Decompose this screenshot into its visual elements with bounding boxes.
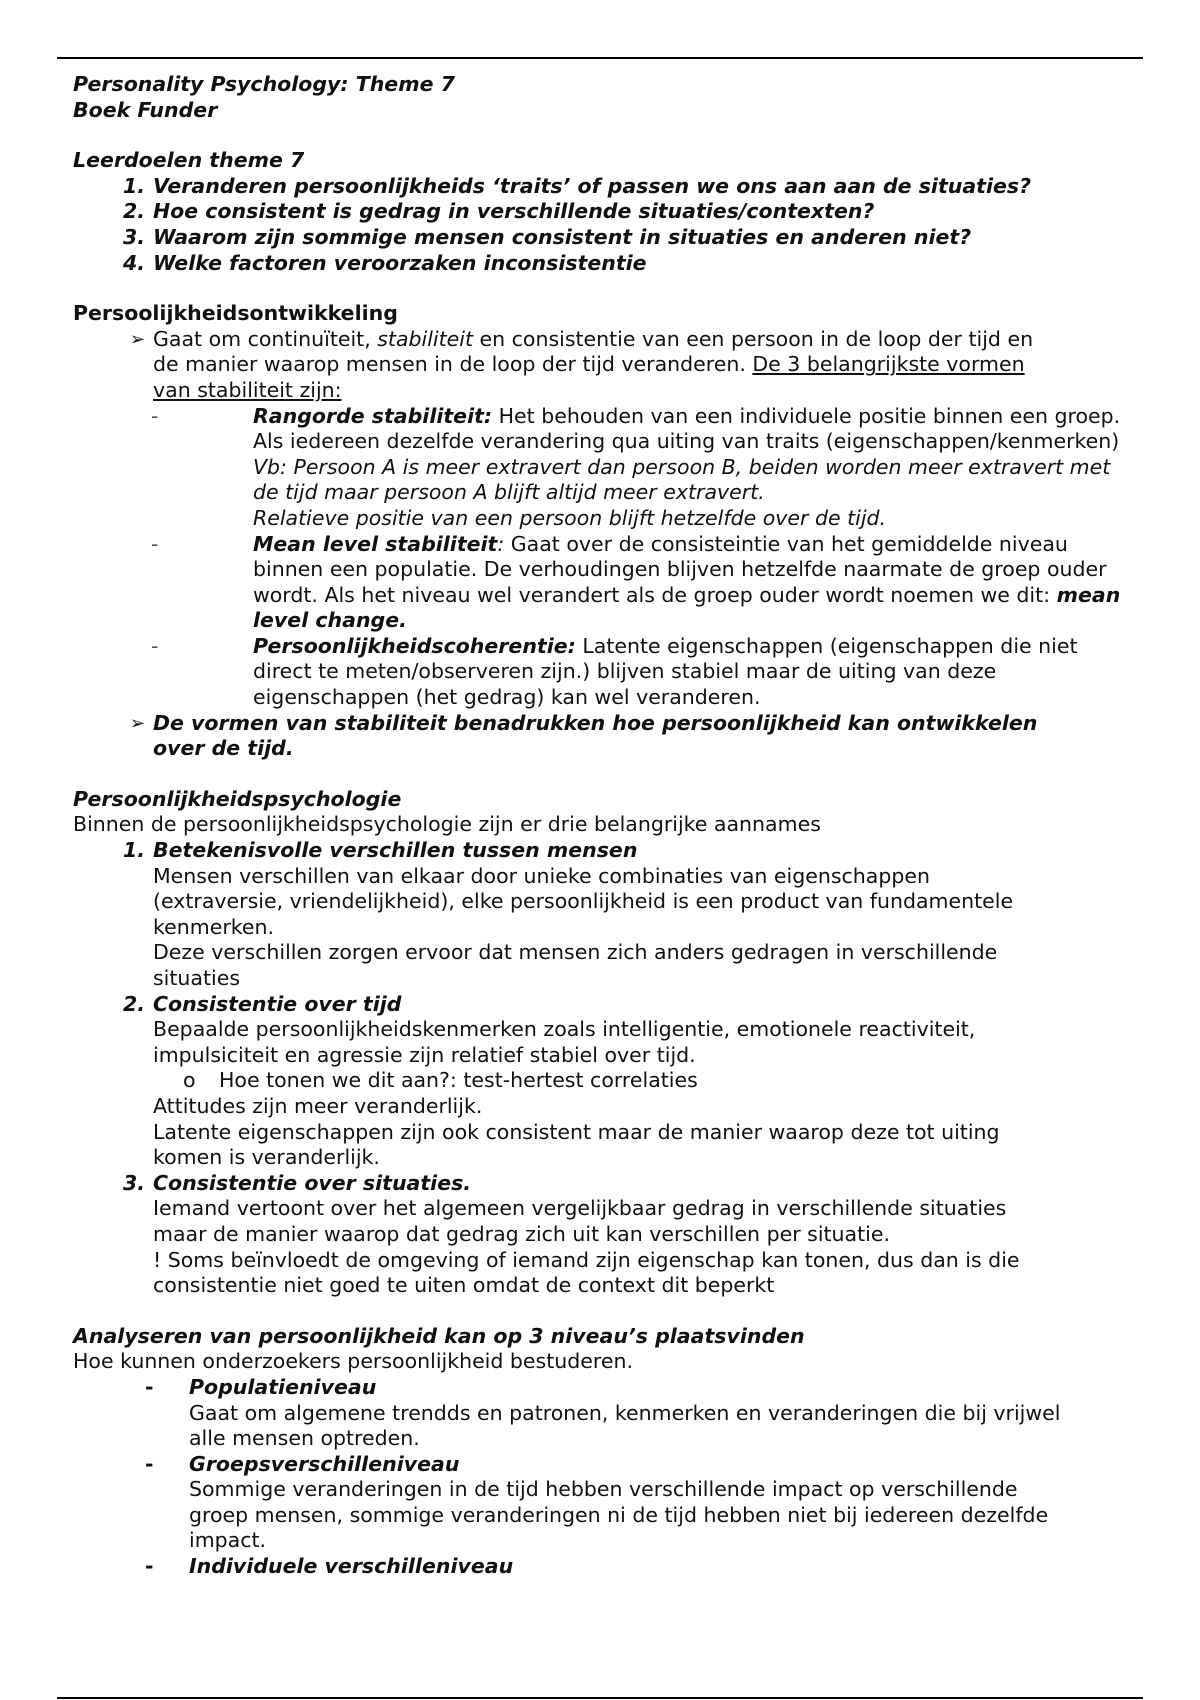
text-line: over de tijd. <box>153 736 294 761</box>
aanname-item <box>73 992 1133 1018</box>
arrow-bullet-conclusion <box>73 711 1133 762</box>
psychologie-heading: Persoonlijkheidspsychologie <box>73 786 402 811</box>
text-run: van stabiliteit zijn: <box>153 377 342 402</box>
leerdoel-text: Veranderen persoonlijkheids ‘traits’ of passen we ons aan aan de situaties? <box>153 173 1031 198</box>
text-line: level change. <box>253 608 407 633</box>
aanname-title: Betekenisvolle verschillen tussen mensen <box>153 838 638 863</box>
dash-bullet-icon: - <box>151 403 159 428</box>
aanname-title: Consistentie over tijd <box>153 991 402 1016</box>
leerdoel-number: 3. <box>122 224 145 249</box>
leerdoel-number: 2. <box>122 199 145 224</box>
text-run: en consistentie van een persoon in de loop der tijd en <box>473 326 1034 351</box>
aanname-number: 3. <box>122 1170 145 1195</box>
text-line: consistentie niet goed te uiten omdat de context dit beperkt <box>153 1273 775 1298</box>
text-line: Attitudes zijn meer veranderlijk. <box>153 1093 483 1118</box>
text-line: Iemand vertoont over het algemeen vergelijkbaar gedrag in verschillende situaties <box>153 1196 1007 1221</box>
text-run: Het behouden van een individuele positie binnen een groep. <box>492 403 1121 428</box>
analyse-intro: Hoe kunnen onderzoekers persoonlijkheid bestuderen. <box>73 1349 633 1374</box>
text-line: Gaat om algemene trendds en patronen, kenmerken en veranderingen die bij vrijwel <box>189 1400 1061 1425</box>
text-run: wordt. Als het niveau wel verandert als de groep ouder wordt noemen we dit: <box>253 582 1057 607</box>
niveau-title: Populatieniveau <box>189 1374 377 1399</box>
arrow-bullet <box>73 327 1133 404</box>
text-run: mean <box>1056 582 1121 607</box>
text-line: de tijd maar persoon A blijft altijd meer extravert. <box>253 480 765 505</box>
text-run: Latente eigenschappen (eigenschappen die niet <box>575 633 1078 658</box>
niveau-item <box>73 1554 1133 1580</box>
term-title: Rangorde stabiliteit: <box>253 403 493 428</box>
arrow-bullet-icon: ➢ <box>129 328 145 350</box>
text-line: kenmerken. <box>153 914 275 939</box>
text-line: maar de manier waarop dat gedrag zich uit kan verschillen per situatie. <box>153 1221 890 1246</box>
leerdoel-item <box>73 225 1133 251</box>
dash-bullet-icon: - <box>145 1374 154 1399</box>
text-line: Deze verschillen zorgen ervoor dat mensen zich anders gedragen in verschillende <box>153 940 998 965</box>
document-subtitle: Boek Funder <box>73 97 218 122</box>
aanname-title: Consistentie over situaties. <box>153 1170 472 1195</box>
text-line: impact. <box>189 1528 267 1553</box>
leerdoel-text: Hoe consistent is gedrag in verschillende situaties/contexten? <box>153 199 875 224</box>
text-line: komen is veranderlijk. <box>153 1145 380 1170</box>
leerdoelen-heading: Leerdoelen theme 7 <box>73 148 305 173</box>
aanname-item <box>73 838 1133 864</box>
leerdoel-number: 4. <box>122 250 145 275</box>
dash-item-coherentie <box>73 634 1133 711</box>
leerdoel-item <box>73 174 1133 200</box>
text-line: Relatieve positie van een persoon blijft hetzelfde over de tijd. <box>253 505 887 530</box>
text-line: binnen een populatie. De verhoudingen blijven hetzelfde naarmate de groep ouder <box>253 557 1107 582</box>
aanname-number: 1. <box>122 838 145 863</box>
dash-item-rangorde <box>73 404 1133 532</box>
niveau-title: Individuele verschilleniveau <box>189 1554 514 1579</box>
text-line: Als iedereen dezelfde verandering qua uiting van traits (eigenschappen/kenmerken) <box>253 429 1120 454</box>
text-line: De vormen van stabiliteit benadrukken hoe persoonlijkheid kan ontwikkelen <box>153 710 1038 735</box>
leerdoel-item <box>73 251 1133 277</box>
arrow-bullet-icon: ➢ <box>129 712 145 734</box>
psychologie-intro: Binnen de persoonlijkheidspsychologie zijn er drie belangrijke aannames <box>73 812 821 837</box>
text-run: Hoe tonen we dit aan?: test-hertest correlaties <box>219 1068 698 1093</box>
text-run: stabiliteit <box>377 326 473 351</box>
dash-item-mean-level <box>73 532 1133 634</box>
text-run: : <box>497 531 505 556</box>
niveau-item <box>73 1375 1133 1401</box>
text-line: direct te meten/observeren zijn.) blijven stabiel maar de uiting van deze <box>253 659 997 684</box>
text-line: Latente eigenschappen zijn ook consistent maar de manier waarop deze tot uiting <box>153 1119 1000 1144</box>
text-line: Sommige veranderingen in de tijd hebben verschillende impact op verschillende <box>189 1477 1018 1502</box>
dash-bullet-icon: - <box>145 1451 154 1476</box>
analyse-heading: Analyseren van persoonlijkheid kan op 3 niveau’s plaatsvinden <box>73 1323 805 1348</box>
text-line: situaties <box>153 966 240 990</box>
text-line: Bepaalde persoonlijkheidskenmerken zoals intelligentie, emotionele reactiviteit, <box>153 1017 976 1042</box>
leerdoel-number: 1. <box>122 173 145 198</box>
niveau-title: Groepsverschilleniveau <box>189 1451 460 1476</box>
text-run: De 3 belangrijkste vormen <box>752 352 1025 377</box>
leerdoel-item <box>73 199 1133 225</box>
sub-bullet <box>73 1068 1133 1094</box>
text-run: de manier waarop mensen in de loop der tijd veranderen. <box>153 352 753 377</box>
document-page <box>73 72 1133 1580</box>
document-title: Personality Psychology: Theme 7 <box>73 72 455 96</box>
bottom-rule <box>57 1697 1143 1699</box>
term-title: Mean level stabiliteit <box>253 531 498 556</box>
term-title: Persoonlijkheidscoherentie: <box>253 633 576 658</box>
text-run: Gaat over de consisteintie van het gemiddelde niveau <box>504 531 1068 556</box>
aanname-item <box>73 1171 1133 1197</box>
circle-bullet-icon: o <box>183 1068 196 1093</box>
text-line: groep mensen, sommige veranderingen ni de tijd hebben niet bij iedereen dezelfde <box>189 1502 1049 1527</box>
top-rule <box>57 57 1143 59</box>
dash-bullet-icon: - <box>145 1554 154 1579</box>
aanname-number: 2. <box>122 991 145 1016</box>
text-run: Gaat om continuïteit, <box>153 326 378 351</box>
text-line: Vb: Persoon A is meer extravert dan persoon B, beiden worden meer extravert met <box>253 454 1111 479</box>
text-line: impulsiciteit en agressie zijn relatief stabiel over tijd. <box>153 1042 696 1067</box>
ontwikkeling-heading: Persoolijkheidsontwikkeling <box>73 301 398 326</box>
text-line: (extraversie, vriendelijkheid), elke persoonlijkheid is een product van fundamentele <box>153 889 1014 914</box>
text-line: Mensen verschillen van elkaar door unieke combinaties van eigenschappen <box>153 863 930 888</box>
leerdoel-text: Welke factoren veroorzaken inconsistentie <box>153 250 647 275</box>
dash-bullet-icon: - <box>151 633 159 658</box>
text-line: ! Soms beïnvloedt de omgeving of iemand zijn eigenschap kan tonen, dus dan is die <box>153 1247 1020 1272</box>
text-line: alle mensen optreden. <box>189 1426 420 1451</box>
dash-bullet-icon: - <box>151 531 159 556</box>
niveau-item <box>73 1452 1133 1478</box>
text-line: eigenschappen (het gedrag) kan wel veranderen. <box>253 685 761 710</box>
leerdoel-text: Waarom zijn sommige mensen consistent in situaties en anderen niet? <box>153 224 972 249</box>
